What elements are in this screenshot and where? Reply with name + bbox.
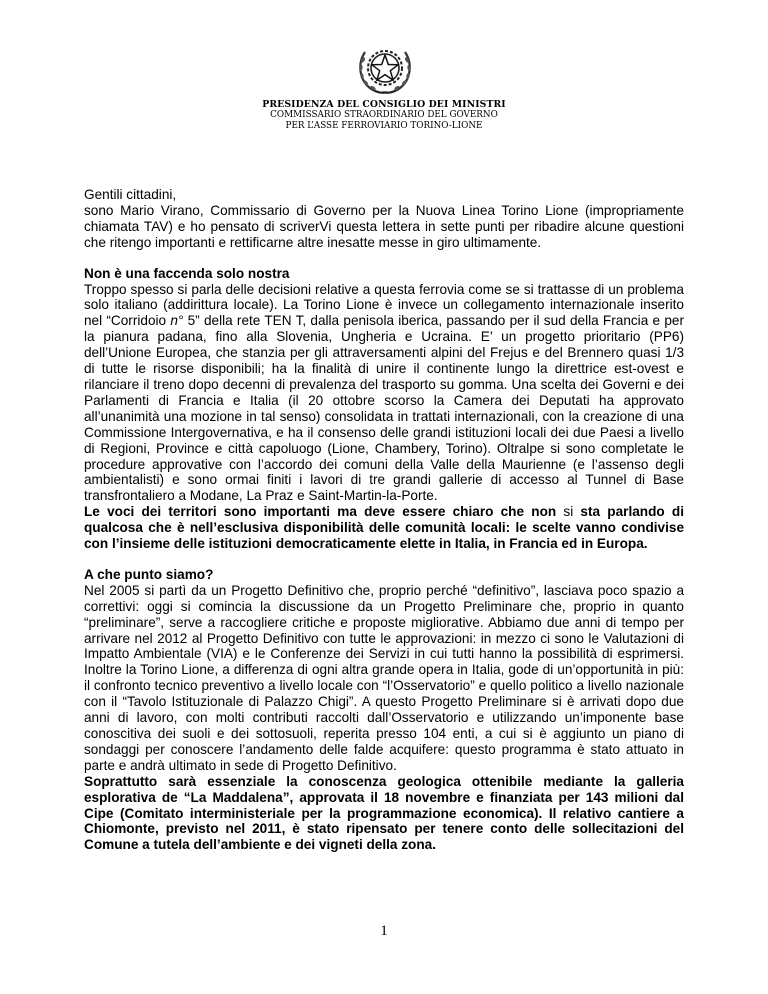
section-1-heading: Non è una faccenda solo nostra <box>84 265 290 281</box>
page-number: 1 <box>380 923 388 939</box>
section-2-bold-paragraph: Soprattutto sarà essenziale la conoscenza geologica ottenibile mediante la galleria esplorativa de “La Maddalena”, approvata il 18 novembre e finanziata per 143 milioni dal Cipe (Comitato interministeriale per la programmazione economica). Il relativo cantiere a Chiomonte, previsto nel 2011, è stato ripensato per tenere conto delle sollecitazioni del Comune a tutela dell’ambiente e dei vigneti della zona. <box>84 773 684 853</box>
section-1-bold-a: Le voci dei territori sono importanti ma deve essere chiaro che non <box>84 504 564 520</box>
section-1-text-n: n° <box>170 313 184 329</box>
greeting: Gentili cittadini, <box>84 187 177 202</box>
institution-header <box>0 99 768 132</box>
section-1-bold-b: sta parlando di qualcosa che è nell’esclusiva disponibilità delle comunità locali: le scelte vanno condivise con l’insieme delle istituzioni democraticamente elette in Italia, in Francia ed in Europa. <box>84 504 684 552</box>
section-2-heading: A che punto siamo? <box>84 566 214 582</box>
header-line-3: PER L’ASSE FERROVIARIO TORINO-LIONE <box>285 121 483 131</box>
letter-body <box>84 187 684 853</box>
header-line-2: COMMISSARIO STRAORDINARIO DEL GOVERNO <box>270 110 498 120</box>
italian-republic-emblem-icon <box>355 40 415 96</box>
intro-paragraph: sono Mario Virano, Commissario di Governo per la Nuova Linea Torino Lione (impropriamente chiamata TAV) e ho pensato di scriverVi questa lettera in sette punti per ribadire alcune questioni che ritengo importanti e rettificarne altre inesatte messe in giro ultimamente. <box>84 202 684 250</box>
section-2-paragraph: Nel 2005 si partì da un Progetto Definitivo che, proprio perché “definitivo”, lasciava poco spazio a correttivi: oggi si comincia la discussione da un Progetto Preliminare che, proprio in quanto “preliminare”, serve a raccogliere critiche e proposte migliorative. Abbiamo due anni di tempo per arrivare nel 2012 al Progetto Definitivo con tutte le approvazioni: in mezzo ci sono le Valutazioni di Impatto Ambientale (VIA) e le Conferenze dei Servizi in cui tutti hanno la possibilità di esprimersi. Inoltre la Torino Lione, a differenza di ogni altra grande opera in Italia, gode di un’opportunità in più: il confronto tecnico preventivo a livello locale con “l’Osservatorio” e quello politico a livello nazionale con il “Tavolo Istituzionale di Palazzo Chigi”. A questo Progetto Preliminare si è arrivati dopo due anni di lavoro, con molti contributi raccolti dall’Osservatorio e utilizzando un’imponente base conoscitiva dei suoli e dei sottosuoli, reperita presso 104 enti, a cui si è aggiunto un piano di sondaggi per conoscere l’andamento delle falde acquifere: questo programma è stato attuato in parte e andrà ultimato in sede di Progetto Definitivo. <box>84 582 684 773</box>
section-1-bold-paragraph <box>84 504 684 552</box>
header-line-1: PRESIDENZA DEL CONSIGLIO DEI MINISTRI <box>262 99 506 110</box>
section-1-paragraph <box>84 282 684 505</box>
section-1-plain-si: si <box>563 504 574 520</box>
section-1-text-a: Troppo spesso si parla delle decisioni relative a questa ferrovia come se si trattasse di un problema solo italiano (addirittura locale). La Torino Lione è invece un collegamento internazionale inserito nel “Corridoio <box>84 281 684 329</box>
section-1-text-b: 5” della rete TEN T, dalla penisola iberica, passando per il sud della Francia e per la pianura padana, fino alla Slovenia, Ungheria e Ucraina. E’ un progetto prioritario (PP6) dell’Unione Europea, che stanzia per gli attraversamenti alpini del Frejus e del Brennero quasi 1/3 di tutte le risorse disponibili; ha la finalità di unire il continente lungo la direttrice est-ovest e rilanciare il treno dopo decenni di prevalenza del trasporto su gomma. Una scelta dei Governi e dei Parlamenti di Francia e Italia (il 20 ottobre scorso la Camera dei Deputati ha approvato all’unanimità una mozione in tal senso) consolidata in trattati internazionali, con la creazione di una Commissione Intergovernativa, e ha il consenso delle grandi istituzioni locali dei due Paesi a livello di Regioni, Province e città capoluogo (Lione, Chambery, Torino). Oltralpe si sono completate le procedure approvative con l’accordo dei comuni della Valle della Maurienne (e l’assenso degli ambientalisti) e sono ormai finiti i lavori di tre grandi gallerie di accesso al Tunnel di Base transfrontaliero a Modane, La Praz e Saint-Martin-la-Porte. <box>84 313 684 504</box>
